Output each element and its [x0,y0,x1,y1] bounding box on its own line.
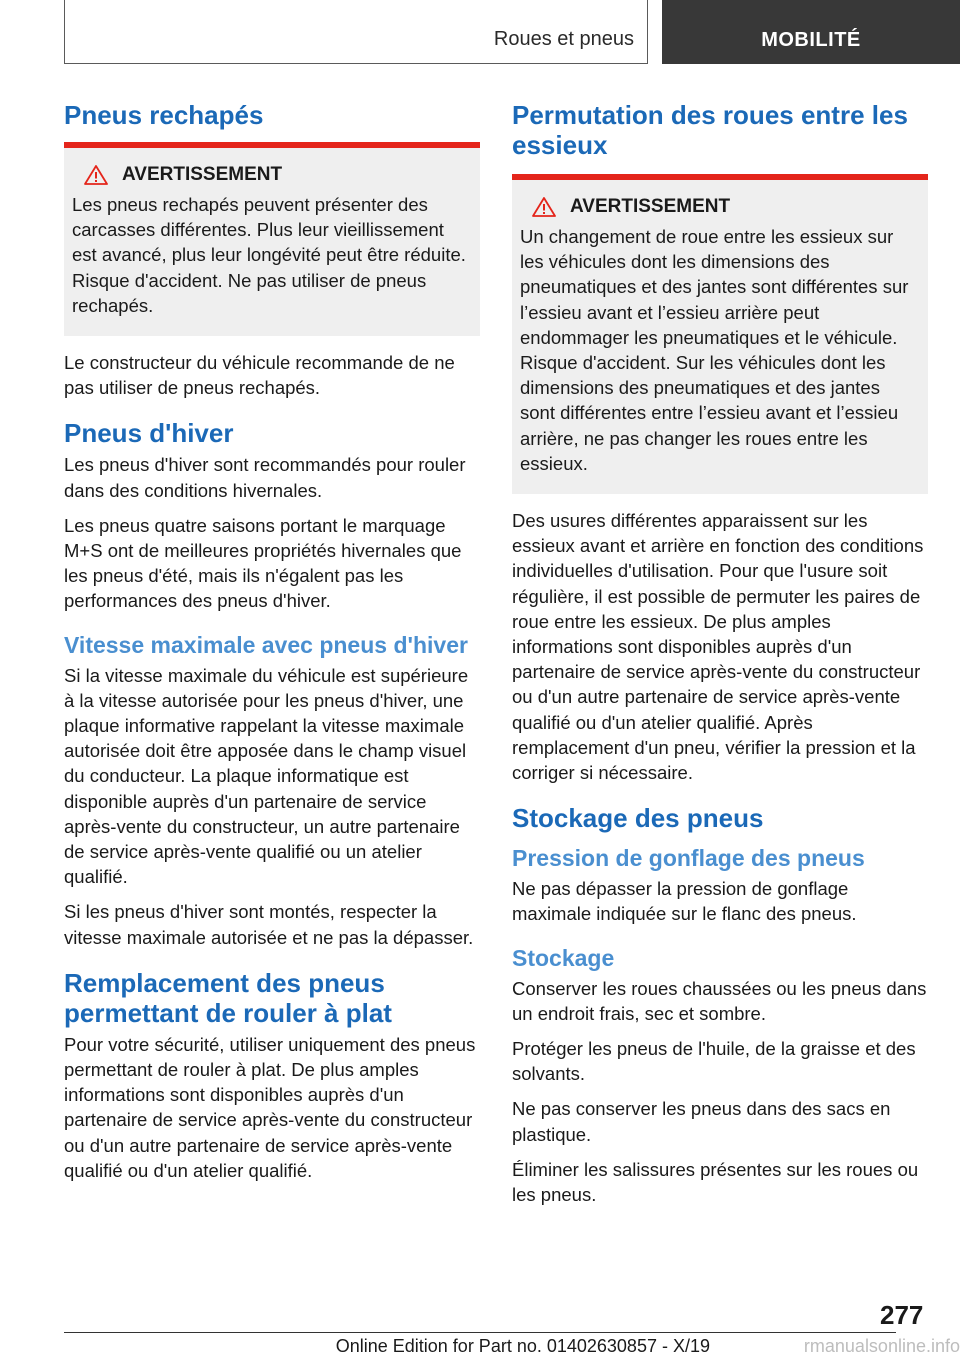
winter-paragraph-1: Les pneus d'hiver sont recommandés pour rouler dans des conditions hivernales. [64,454,466,501]
right-column [512,100,928,1217]
page-number: 277 [880,1300,924,1330]
warning-triangle-icon [84,165,108,185]
storage-heading: Stockage des pneus [512,803,764,834]
winter-paragraph-2: Les pneus quatre saisons portant le marquage M+S ont de meilleures propriétés hivernales que les pneus d'été, mais ils n'égalent pas les performances des pneus d'hiver. [64,514,462,612]
warning-box-rotation [512,174,928,494]
retread-heading: Pneus rechapés [64,100,264,130]
left-column [64,100,480,1193]
stock-heading: Stockage [512,944,615,971]
stock-paragraph-1: Conserver les roues chaussées ou les pneus dans un endroit frais, sec et sombre. [512,977,927,1024]
stock-paragraph-4: Éliminer les salissures présentes sur les roues ou les pneus. [512,1158,919,1206]
warning-triangle-icon [532,197,556,217]
header-chapter-tab: MOBILITÉ [662,0,960,64]
warning-text: Les pneus rechapés peuvent présenter des carcasses différentes. Plus leur vieillissement est avancé, plus leur longévité peut être réduite. Risque d'accident. Ne pas utiliser de pneus rechapés. [72,194,466,316]
rotation-paragraph: Des usures différentes apparaissent sur les essieux avant et arrière en fonction des conditions individuelles d'utilisation. Pour que l'usure soit régulière, il est possible de permuter les paires de roue entre les essieux. De plus amples informations sont disponibles auprès d'un partenaire de service après-vente du constructeur ou d'un autre partenaire de service après-vente qualifié ou d'un atelier qualifié. Après remplacement d'un pneu, vérifier la pression et la corriger si nécessaire. [512,510,924,784]
rotation-heading: Permutation des roues entre les essieux [512,100,908,160]
pressure-heading: Pression de gonflage des pneus [512,845,865,872]
pressure-paragraph: Ne pas dépasser la pression de gonflage maximale indiquée sur le flanc des pneus. [512,878,857,925]
speed-paragraph-2: Si les pneus d'hiver sont montés, respecter la vitesse maximale autorisée et ne pas la dépasser. [64,901,474,948]
warning-box-retread [64,142,480,336]
stock-paragraph-2: Protéger les pneus de l'huile, de la graisse et des solvants. [512,1038,916,1085]
header-section-title: Roues et pneus [493,28,634,50]
stock-paragraph-3: Ne pas conserver les pneus dans des sacs en plastique. [512,1098,891,1145]
warning-title: AVERTISSEMENT [84,164,472,186]
speed-paragraph-1: Si la vitesse maximale du véhicule est supérieure à la vitesse autorisée pour les pneus d'hiver, une plaque informative rappelant la vitesse maximale autorisée doit être apposée dans le champ visuel du conducteur. La plaque informatique est disponible auprès d'un partenaire de service après-vente du constructeur, un autre partenaire de service après-vente qualifié ou un atelier qualifié. [64,664,469,888]
footer-edition: Online Edition for Part no. 01402630857 - X/19 [335,1336,710,1356]
watermark: rmanualsonline.info [803,1336,960,1356]
warning-title: AVERTISSEMENT [532,196,920,218]
footer-divider [64,1332,896,1333]
runflat-paragraph: Pour votre sécurité, utiliser uniquement des pneus permettant de rouler à plat. De plus amples informations sont disponibles auprès d'un partenaire de service après-vente du constructeur ou d'un autre partenaire de service après-vente qualifié ou d'un atelier qualifié. [64,1033,476,1181]
runflat-heading: Remplacement des pneus permettant de rouler à plat [64,967,392,1028]
warning-text: Un changement de roue entre les essieux sur les véhicules dont les dimensions des pneumatiques et des jantes sont différentes sur l’essieu avant et l’essieu arrière peut endommager les pneumatiques et le véhicule. Risque d'accident. Sur les véhicules dont les dimensions des pneumatiques et des jantes sont différentes entre l’essieu avant et l’essieu arrière, ne pas changer les roues entre les essieux. [520,226,909,474]
winter-heading: Pneus d'hiver [64,418,234,449]
speed-heading: Vitesse maximale avec pneus d'hiver [64,631,468,658]
retread-paragraph: Le constructeur du véhicule recommande de ne pas utiliser de pneus rechapés. [64,352,455,399]
